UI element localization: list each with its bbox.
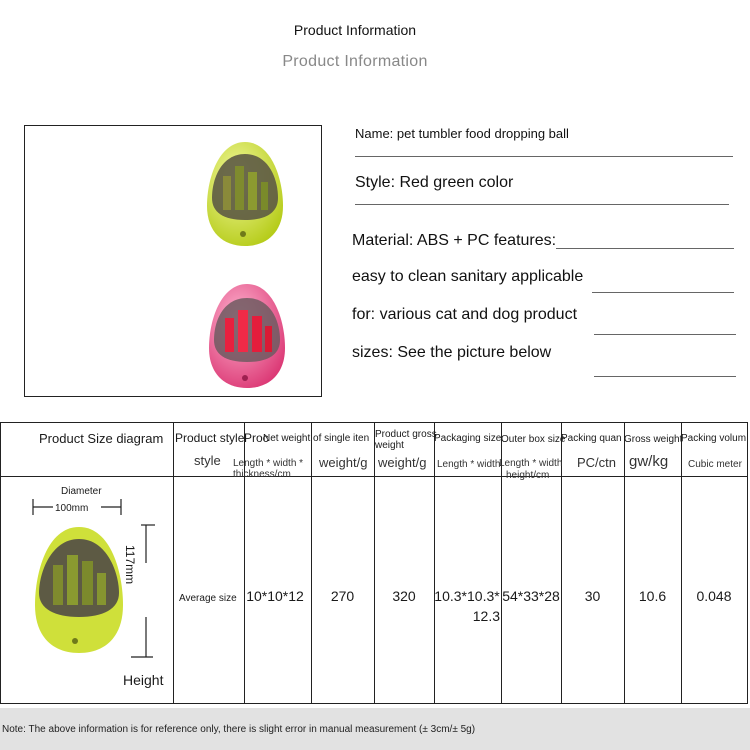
info-clean: easy to clean sanitary applicable [352,268,584,285]
row-size: 10*10*12 [246,588,304,604]
page-subtitle: Product Information [282,53,428,70]
row-gross-weight: 320 [392,588,416,604]
diameter-label: Diameter [61,486,102,497]
row-style: Average size [179,593,237,604]
subheader-lwt: Length * width * [233,458,304,469]
height-value: 117mm [123,545,137,585]
page-title: Product Information [293,22,417,38]
row-outer-box: 54*33*28 [502,588,560,604]
subheader-gw-kg: gw/kg [629,453,669,470]
row-net-weight: 270 [330,588,355,604]
row-volume: 0.048 [696,588,732,604]
size-diagram [1,477,173,703]
subheader-box-height: height/cm [506,470,550,481]
divider [355,156,733,157]
info-style: Style: Red green color [355,174,514,191]
header-product-style: Product style [175,431,245,445]
subheader-thickness: thickness/cm [233,469,291,480]
divider [592,292,734,293]
header-packing-volume: Packing volum [681,433,747,444]
header-packing-qty: Packing quan [561,433,622,444]
row-gw-kg: 10.6 [638,588,667,604]
info-sizes: sizes: See the picture below [352,344,552,361]
product-spec-table [0,422,748,704]
table-divider [173,423,174,703]
subheader-cubic-meter: Cubic meter [688,459,742,470]
table-divider [311,423,312,703]
note-text: Note: The above information is for reference only, there is slight error in manual measurement (± 3cm/± 5g) [2,724,476,735]
divider [355,204,729,205]
row-pc-ctn: 30 [584,588,601,604]
product-photo [24,125,322,397]
subheader-style: style [194,453,221,468]
header-size-diagram: Product Size diagram [39,431,164,446]
divider [594,334,736,335]
row-packaging-size-2: 12.3 [472,608,500,624]
subheader-weight-g-2: weight/g [378,455,427,470]
subheader-packaging-lw: Length * width [437,459,501,470]
pink-tumbler-ball [209,284,285,388]
info-name: Name: pet tumbler food dropping ball [355,126,569,141]
divider [594,376,736,377]
row-packaging-size: 10.3*10.3* [434,588,500,604]
header-gross-weight: Product gross [375,429,437,440]
header-net-weight: Net weight of single iten [263,433,370,444]
header-product-size: Proc [244,431,269,445]
subheader-pc-ctn: PC/ctn [577,455,617,470]
subheader-box-lw: Length * width [499,458,563,469]
table-divider [374,423,375,703]
info-applicable: for: various cat and dog product [352,306,578,323]
header-outer-box: Outer box size [501,434,566,445]
table-divider [624,423,625,703]
subheader-weight-g: weight/g [319,455,368,470]
divider [556,248,734,249]
table-divider [434,423,435,703]
note-bar [0,708,750,750]
info-material: Material: ABS + PC features: [352,232,557,249]
diameter-value: 100mm [55,503,89,514]
header-gross-weight-2: weight [375,440,404,451]
height-label: Height [123,672,164,688]
table-divider [681,423,682,703]
green-tumbler-ball [207,142,283,246]
header-packaging-size: Packaging size [434,433,502,444]
header-gross-weight-box: Gross weight [624,434,683,445]
tumbler-balls-illustration [25,126,321,396]
